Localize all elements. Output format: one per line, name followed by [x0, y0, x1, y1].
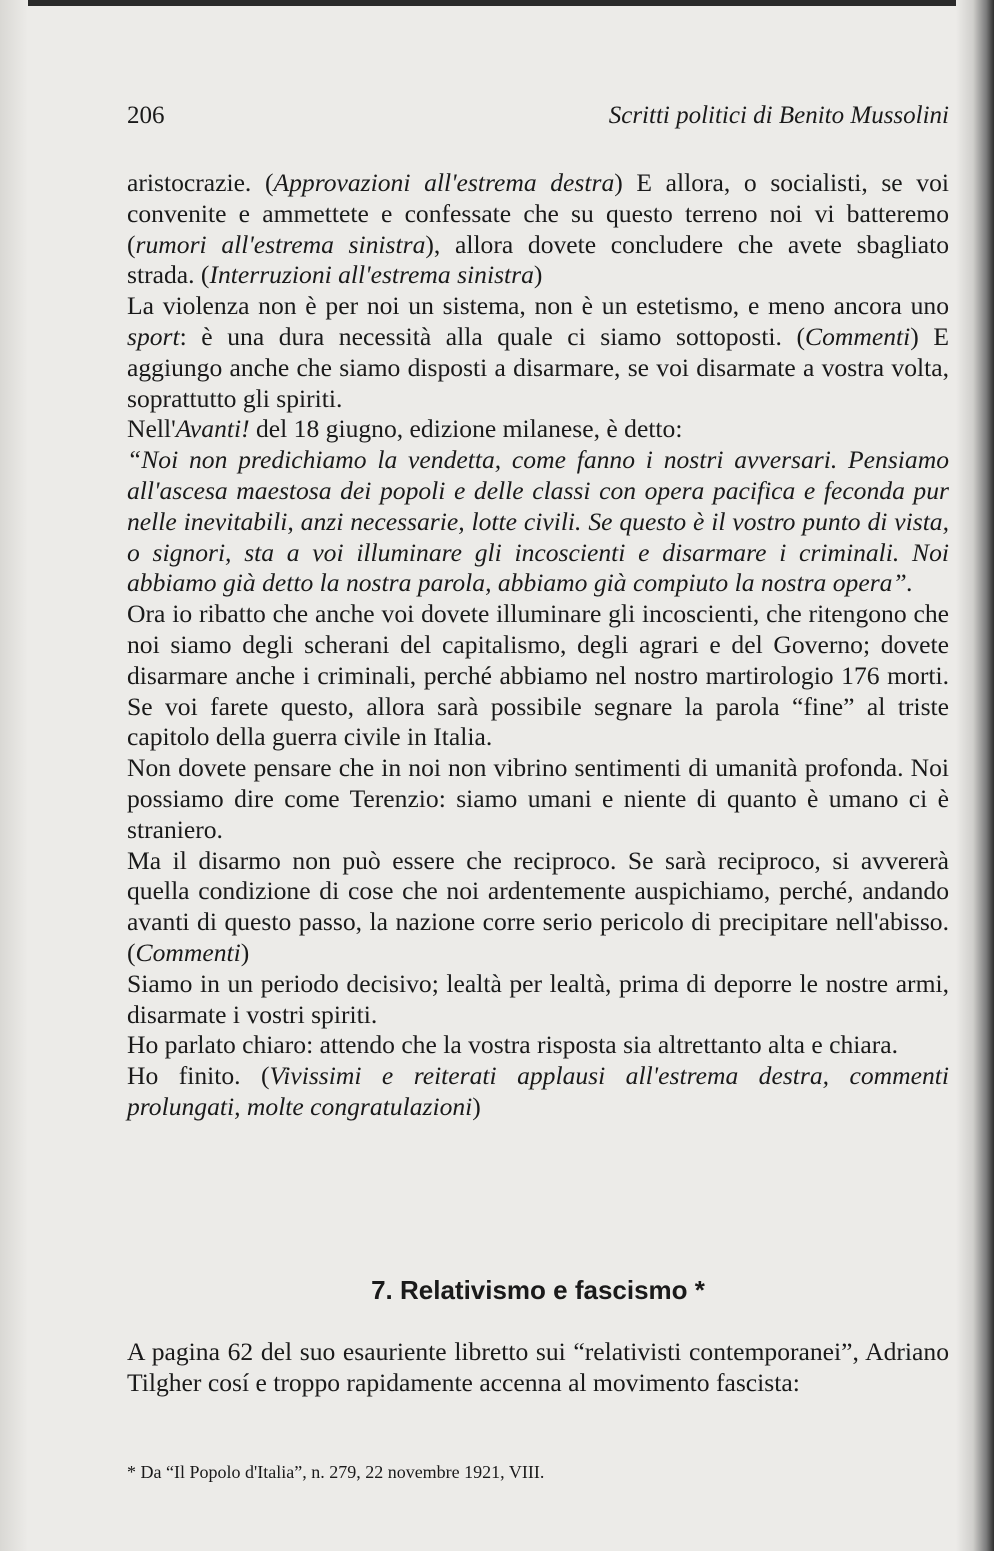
italic-run: Interruzioni all'estrema sinistra [209, 260, 534, 290]
italic-run: Approvazioni all'estrema destra [273, 168, 615, 197]
text-run: Nell' [127, 414, 176, 444]
text-run: La violenza non è per noi un sistema, non è un estetismo, e meno ancora uno [127, 291, 949, 321]
left-page-shadow [0, 0, 28, 1551]
text-run: : è una dura necessità alla quale ci siamo sottoposti. ( [179, 321, 806, 351]
paragraph [127, 1061, 949, 1123]
page-top-border [0, 0, 994, 6]
running-title: Scritti politici di Benito Mussolini [608, 102, 949, 129]
main-text [127, 168, 949, 1123]
page-header [127, 102, 949, 136]
text-run: ), allora dovete concludere che avete sbagliato strada. ( [127, 229, 949, 290]
text-run: aristocrazie. ( [127, 168, 274, 197]
text-run: Ma il disarmo non può essere che reciproco. Se sarà reciproco, si avvererà quella condizione di cose che noi ardentemente auspichiamo, perché, andando avanti di questo passo, la nazione corre serio pericolo di precipitare nell'abisso. ( [127, 845, 949, 967]
quotation-paragraph [127, 445, 949, 599]
text-run: Ho finito. ( [127, 1061, 270, 1091]
text-run: ) E allora, o socialisti, se voi convenite e ammettete e confessate che su questo terreno noi vi batteremo ( [127, 168, 949, 259]
page-number: 206 [127, 102, 165, 129]
text-run: ) E aggiungo anche che siamo disposti a disarmare, se voi disarmate a vostra volta, soprattutto gli spiriti. [127, 321, 949, 413]
italic-run: rumori all'estrema sinistra [135, 229, 426, 259]
italic-run: sport [127, 321, 180, 351]
paragraph [127, 1030, 949, 1061]
text-run: ) [240, 937, 250, 967]
text-run: Siamo in un periodo decisivo; lealtà per lealtà, prima di deporre le nostre armi, disarmate i vostri spiriti. [127, 968, 949, 1029]
text-run: del 18 giugno, edizione milanese, è detto: [249, 414, 683, 444]
book-spine-edge [956, 0, 994, 1551]
section-heading: 7. Relativismo e fascismo * [371, 1275, 705, 1305]
paragraph [127, 414, 949, 445]
paragraph [127, 969, 949, 1031]
italic-run: Avanti! [175, 414, 250, 444]
footnote: * Da “Il Popolo d'Italia”, n. 279, 22 novembre 1921, VIII. [127, 1462, 545, 1482]
italic-run: Vivissimi e reiterati applausi all'estrema destra, commenti prolungati, molte congratulazioni [127, 1061, 949, 1121]
italic-run: Commenti [135, 937, 241, 967]
paragraph [127, 291, 949, 414]
italic-run: “Noi non predichiamo la vendetta, come fanno i nostri avversari. Pensiamo all'ascesa maestosa dei popoli e delle classi con opera pacifica e feconda pur nelle inevitabili, anzi necessarie, lotte civili. Se questo è il vostro punto di vista, o signori, sta a voi illuminare gli incoscienti e disarmare i criminali. Noi abbiamo già detto la nostra parola, abbiamo già compiuto la nostra opera”. [127, 445, 949, 598]
text-run: Ora io ribatto che anche voi dovete illuminare gli incoscienti, che ritengono che noi siamo degli scherani del capitalismo, degli agrari e del Governo; dovete disarmare anche i criminali, perché abbiamo nel nostro martirologio 176 morti. Se voi farete questo, allora sarà possibile segnare la parola “fine” al triste capitolo della guerra civile in Italia. [127, 599, 949, 752]
italic-run: Commenti [805, 321, 911, 351]
paragraph [127, 168, 949, 291]
text-run: ) [533, 260, 543, 290]
paragraph [127, 753, 949, 845]
paragraph [127, 599, 949, 753]
text-run: Ho parlato chiaro: attendo che la vostra risposta sia altrettanto alta e chiara. [127, 1030, 899, 1060]
section-intro-paragraph: A pagina 62 del suo esauriente libretto sui “relativisti contemporanei”, Adriano Tilgher cosí e troppo rapidamente accenna al movimento fascista: [127, 1337, 949, 1397]
text-run: Non dovete pensare che in noi non vibrino sentimenti di umanità profonda. Noi possiamo dire come Terenzio: siamo umani e niente di quanto è umano ci è straniero. [127, 753, 949, 844]
text-run: ) [472, 1091, 481, 1121]
paragraph [127, 846, 949, 969]
